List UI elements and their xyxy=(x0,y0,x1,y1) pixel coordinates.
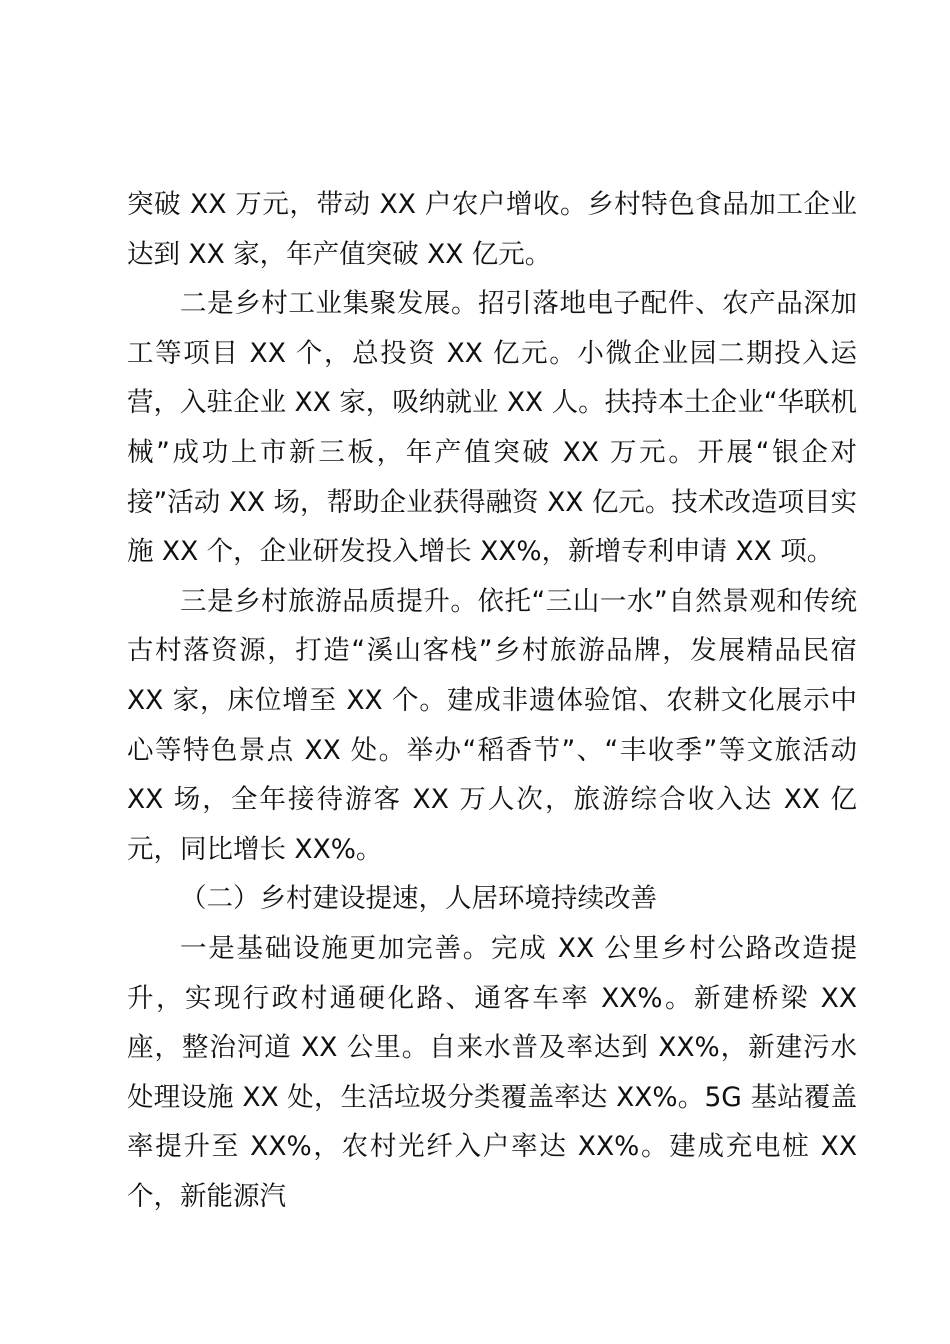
paragraph-rural-tourism: 三是乡村旅游品质提升。依托“三山一水”自然景观和传统古村落资源，打造“溪山客栈”乡村旅游品牌，发展精品民宿 XX 家，床位增至 XX 个。建成非遗体验馆、农耕文化展示中心等特色景点 XX 处。举办“稻香节”、“丰收季”等文旅活动 XX 场，全年接待游客 XX 万人次，旅游综合收入达 XX 亿元，同比增长 XX%。 xyxy=(127,585,866,865)
paragraph-infrastructure: 一是基础设施更加完善。完成 XX 公里乡村公路改造提升，实现行政村通硬化路、通客车率 XX%。新建桥梁 XX 座，整治河道 XX 公里。自来水普及率达到 XX%，新建污水处理设施 XX 处，生活垃圾分类覆盖率达 XX%。5G 基站覆盖率提升至 XX%，农村光纤入户率达 XX%。建成充电桩 XX 个，新能源汽 xyxy=(127,932,866,1212)
section-heading-rural-construction: （二）乡村建设提速，人居环境持续改善 xyxy=(180,883,657,915)
paragraph-continuation: 突破 XX 万元，带动 XX 户农户增收。乡村特色食品加工企业达到 XX 家，年产值突破 XX 亿元。 xyxy=(127,189,857,270)
paragraph-rural-industry: 二是乡村工业集聚发展。招引落地电子配件、农产品深加工等项目 XX 个，总投资 XX 亿元。小微企业园二期投入运营，入驻企业 XX 家，吸纳就业 XX 人。扶持本土企业“华联机械”成功上市新三板，年产值突破 XX 万元。开展“银企对接”活动 XX 场，帮助企业获得融资 XX 亿元。技术改造项目实施 XX 个，企业研发投入增长 XX%，新增专利申请 XX 项。 xyxy=(127,288,857,568)
document-body xyxy=(127,180,866,1221)
